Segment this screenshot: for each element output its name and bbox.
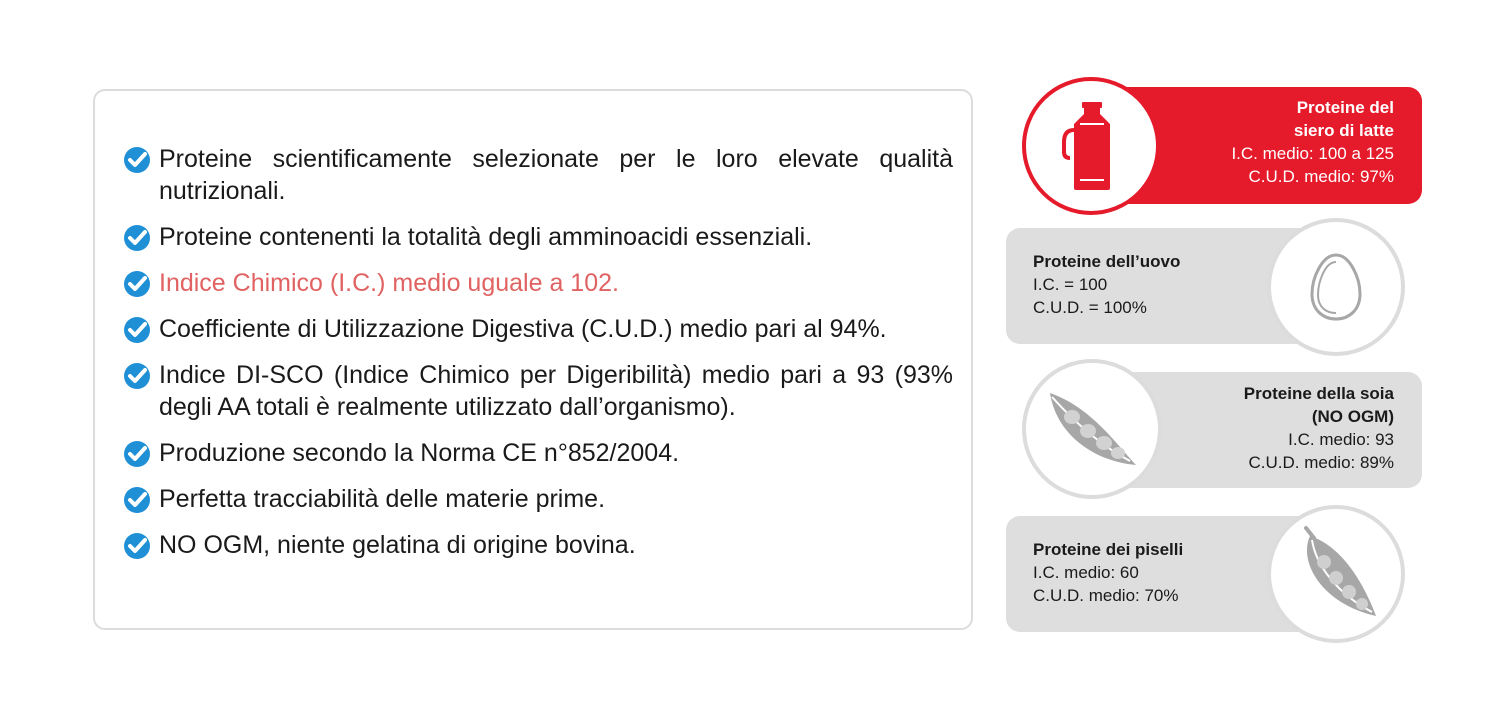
- pea-icon-circle: [1267, 505, 1405, 643]
- checkmark-badge-icon: [123, 270, 151, 298]
- feature-item: [123, 313, 953, 345]
- feature-item: [123, 267, 953, 299]
- whey-title-line2: siero di latte: [1293, 121, 1394, 140]
- feature-text: Coefficiente di Utilizzazione Digestiva (C.U.D.) medio pari al 94%.: [159, 315, 887, 343]
- feature-item: [123, 143, 953, 207]
- features-panel: [93, 89, 973, 630]
- whey-title-line1: Proteine del: [1296, 98, 1394, 117]
- feature-text: Produzione secondo la Norma CE n°852/2004.: [159, 439, 680, 467]
- feature-text: Perfetta tracciabilità delle materie prime.: [159, 485, 606, 513]
- egg-cud: C.U.D. = 100%: [1033, 298, 1147, 317]
- soy-ic: I.C. medio: 93: [1288, 430, 1394, 449]
- checkmark-badge-icon: [123, 362, 151, 390]
- egg-ic: I.C. = 100: [1033, 275, 1108, 294]
- feature-item: [123, 483, 953, 515]
- feature-item: [123, 221, 953, 253]
- pea-title: Proteine dei piselli: [1033, 540, 1184, 559]
- checkmark-badge-icon: [123, 532, 151, 560]
- whey-cud: C.U.D. medio: 97%: [1248, 167, 1394, 186]
- soy-title-line2: (NO OGM): [1311, 407, 1394, 426]
- feature-text: Indice DI-SCO (Indice Chimico per Digeribilità) medio pari a 93 (93% degli AA totali è realmente utilizzato dall’organismo).: [159, 361, 953, 421]
- pea-ic: I.C. medio: 60: [1033, 563, 1139, 582]
- feature-item: [123, 437, 953, 469]
- checkmark-badge-icon: [123, 440, 151, 468]
- pea-pod-icon: [1284, 522, 1388, 626]
- milk-can-icon: [1060, 100, 1122, 192]
- whey-icon-circle: [1022, 77, 1160, 215]
- pea-cud: C.U.D. medio: 70%: [1033, 586, 1179, 605]
- feature-text: Proteine scientificamente selezionate per le loro elevate qualità nutrizionali.: [159, 145, 953, 205]
- checkmark-badge-icon: [123, 486, 151, 514]
- soy-icon-circle: [1022, 359, 1162, 499]
- feature-text: Proteine contenenti la totalità degli amminoacidi essenziali.: [159, 223, 813, 251]
- feature-item: [123, 529, 953, 561]
- egg-title: Proteine dell’uovo: [1033, 252, 1181, 271]
- egg-icon-circle: [1267, 218, 1405, 356]
- soybean-pod-icon: [1040, 377, 1144, 481]
- checkmark-badge-icon: [123, 224, 151, 252]
- whey-ic: I.C. medio: 100 a 125: [1231, 144, 1394, 163]
- feature-text: Indice Chimico (I.C.) medio uguale a 102.: [159, 269, 619, 297]
- checkmark-badge-icon: [123, 316, 151, 344]
- feature-item: [123, 359, 953, 423]
- soy-title-line1: Proteine della soia: [1243, 384, 1394, 403]
- features-list: [123, 143, 953, 575]
- checkmark-badge-icon: [123, 146, 151, 174]
- feature-text: NO OGM, niente gelatina di origine bovina.: [159, 531, 636, 559]
- egg-icon: [1308, 252, 1364, 322]
- soy-cud: C.U.D. medio: 89%: [1248, 453, 1394, 472]
